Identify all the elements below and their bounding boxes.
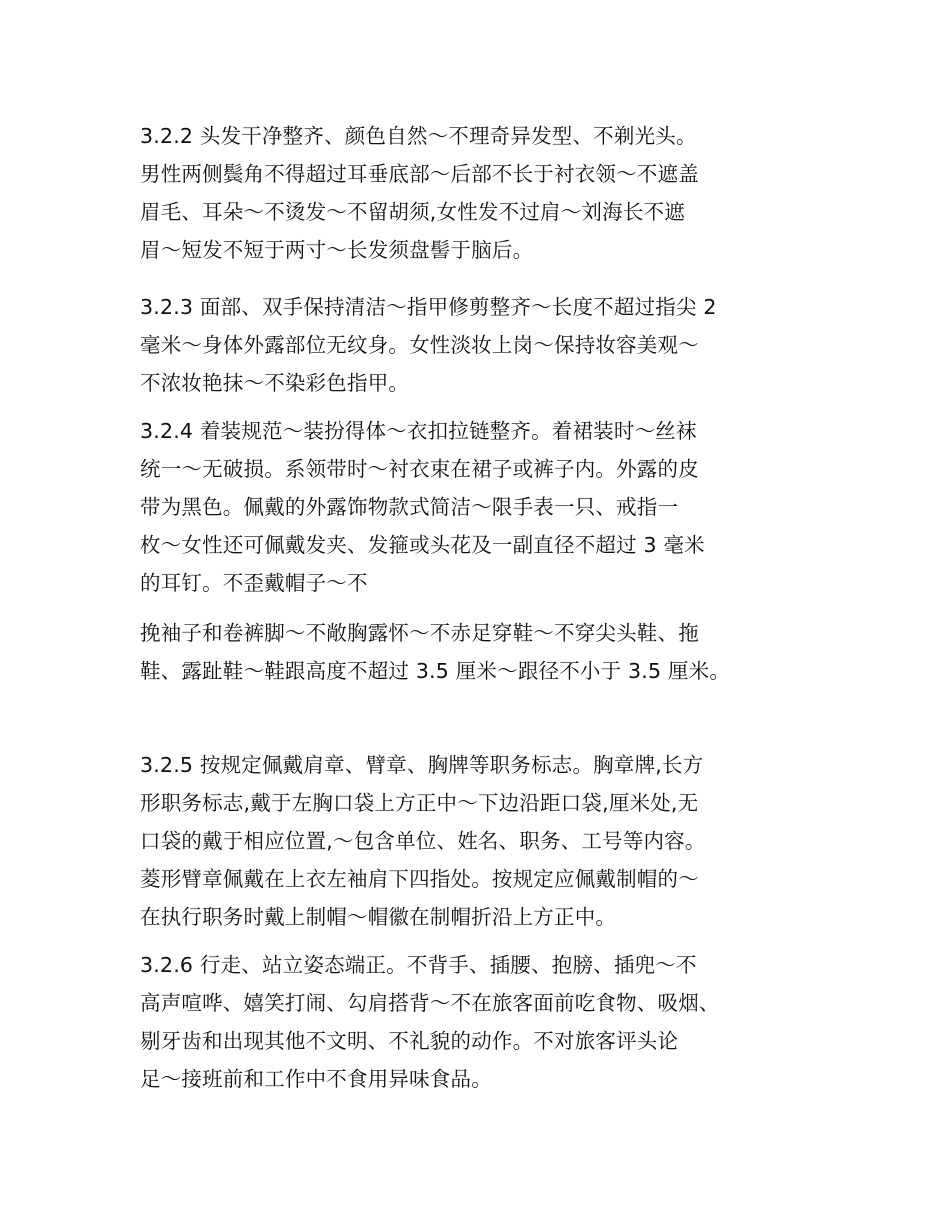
text-line: 鞋、露趾鞋～鞋跟高度不超过 3.5 厘米～跟径不小于 3.5 厘米。 xyxy=(140,659,731,683)
text-line: 高声喧哗、嬉笑打闹、勾肩搭背～不在旅客面前吃食物、吸烟、 xyxy=(140,991,720,1015)
text-line: 统一～无破损。系领带时～衬衣束在裙子或裤子内。外露的皮 xyxy=(140,457,699,481)
paragraph-3-2-3-face-hands xyxy=(140,288,830,402)
text-line: 3.2.5 按规定佩戴肩章、臂章、胸牌等职务标志。胸章牌,长方 xyxy=(140,753,704,777)
text-line: 3.2.3 面部、双手保持清洁～指甲修剪整齐～长度不超过指尖 2 xyxy=(140,295,717,319)
text-line: 不浓妆艳抹～不染彩色指甲。 xyxy=(140,371,410,395)
text-line: 3.2.6 行走、站立姿态端正。不背手、插腰、抱膀、插兜～不 xyxy=(140,953,697,977)
text-line: 挽袖子和卷裤脚～不敞胸露怀～不赤足穿鞋～不穿尖头鞋、拖 xyxy=(140,621,699,645)
text-line: 足～接班前和工作中不食用异味食品。 xyxy=(140,1067,492,1091)
paragraph-3-2-5-insignia xyxy=(140,746,830,936)
paragraph-3-2-2-hair xyxy=(140,117,830,269)
text-line: 在执行职务时戴上制帽～帽徽在制帽折沿上方正中。 xyxy=(140,905,617,929)
text-line: 菱形臂章佩戴在上衣左袖肩下四指处。按规定应佩戴制帽的～ xyxy=(140,867,699,891)
paragraph-3-2-4-dress xyxy=(140,412,830,602)
paragraph-3-2-4-continued xyxy=(140,614,830,690)
text-line: 剔牙齿和出现其他不文明、不礼貌的动作。不对旅客评头论 xyxy=(140,1029,679,1053)
text-line: 毫米～身体外露部位无纹身。女性淡妆上岗～保持妆容美观～ xyxy=(140,333,699,357)
paragraph-3-2-6-posture xyxy=(140,946,830,1098)
text-line: 枚～女性还可佩戴发夹、发箍或头花及一副直径不超过 3 毫米 xyxy=(140,533,705,557)
text-line: 形职务标志,戴于左胸口袋上方正中～下边沿距口袋,厘米处,无 xyxy=(140,791,699,815)
text-line: 3.2.4 着装规范～装扮得体～衣扣拉链整齐。着裙装时～丝袜 xyxy=(140,419,697,443)
text-line: 眉毛、耳朵～不烫发～不留胡须,女性发不过肩～刘海长不遮 xyxy=(140,200,685,224)
text-line: 男性两侧鬓角不得超过耳垂底部～后部不长于衬衣领～不遮盖 xyxy=(140,162,699,186)
text-line: 口袋的戴于相应位置,～包含单位、姓名、职务、工号等内容。 xyxy=(140,829,706,853)
text-line: 眉～短发不短于两寸～长发须盘髻于脑后。 xyxy=(140,238,534,262)
text-line: 3.2.2 头发干净整齐、颜色自然～不理奇异发型、不剃光头。 xyxy=(140,124,697,148)
text-line: 的耳钉。不歪戴帽子～不 xyxy=(140,571,368,595)
text-line: 带为黑色。佩戴的外露饰物款式简洁～限手表一只、戒指一 xyxy=(140,495,679,519)
